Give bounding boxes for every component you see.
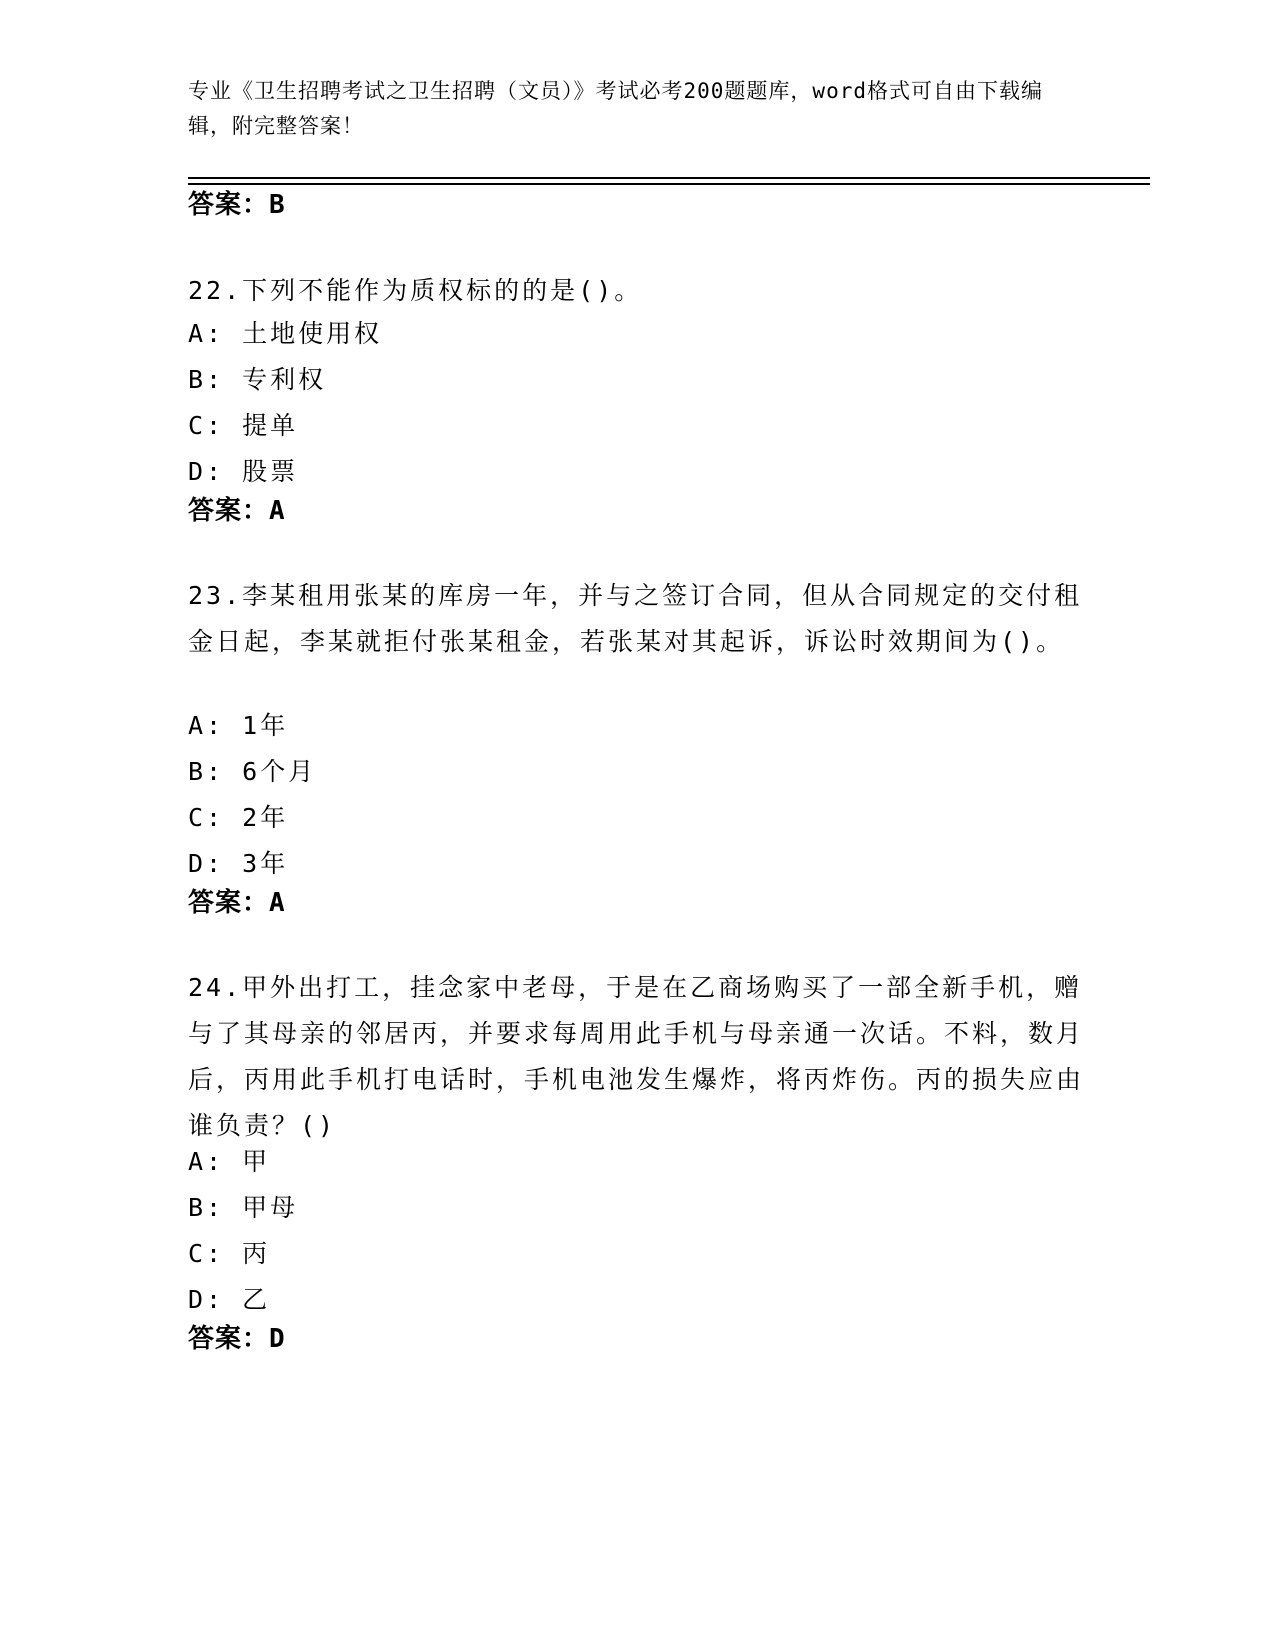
question-24-option-a: A: 甲 <box>188 1147 271 1176</box>
question-23-option-b: B: 6个月 <box>188 757 317 786</box>
question-22-option-b: B: 专利权 <box>188 365 327 394</box>
question-22-answer: 答案：A <box>188 496 286 526</box>
question-24-option-d: D: 乙 <box>188 1285 271 1314</box>
question-23-option-a: A: 1年 <box>188 711 289 740</box>
question-22-text: 22.下列不能作为质权标的的是()。 <box>188 276 643 305</box>
question-23-answer: 答案：A <box>188 888 286 918</box>
question-22-options <box>188 311 382 495</box>
question-24-answer: 答案：D <box>188 1324 286 1354</box>
question-23-options <box>188 703 316 887</box>
question-23-text: 23.李某租用张某的库房一年，并与之签订合同，但从合同规定的交付租金日起，李某就拒付张某租金，若张某对其起诉，诉讼时效期间为()。 <box>188 581 1083 656</box>
question-23-option-d: D: 3年 <box>188 849 289 878</box>
question-24-option-c: C: 丙 <box>188 1239 271 1268</box>
question-24-options <box>188 1139 298 1323</box>
question-24-text: 24.甲外出打工，挂念家中老母，于是在乙商场购买了一部全新手机，赠与了其母亲的邻居丙，并要求每周用此手机与母亲通一次话。不料，数月后，丙用此手机打电话时，手机电池发生爆炸，将丙炸伤。丙的损失应由谁负责？() <box>188 973 1085 1140</box>
previous-answer: 答案：B <box>188 190 286 220</box>
question-22-option-c: C: 提单 <box>188 411 299 440</box>
question-22-option-d: D: 股票 <box>188 457 299 486</box>
question-22-option-a: A: 土地使用权 <box>188 319 383 348</box>
header-divider-top <box>188 177 1150 179</box>
question-24-option-b: B: 甲母 <box>188 1193 299 1222</box>
question-23-option-c: C: 2年 <box>188 803 289 832</box>
document-header: 专业《卫生招聘考试之卫生招聘（文员）》考试必考200题题库，word格式可自由下载编辑，附完整答案！ <box>188 79 1043 138</box>
header-divider-bottom <box>188 183 1150 185</box>
